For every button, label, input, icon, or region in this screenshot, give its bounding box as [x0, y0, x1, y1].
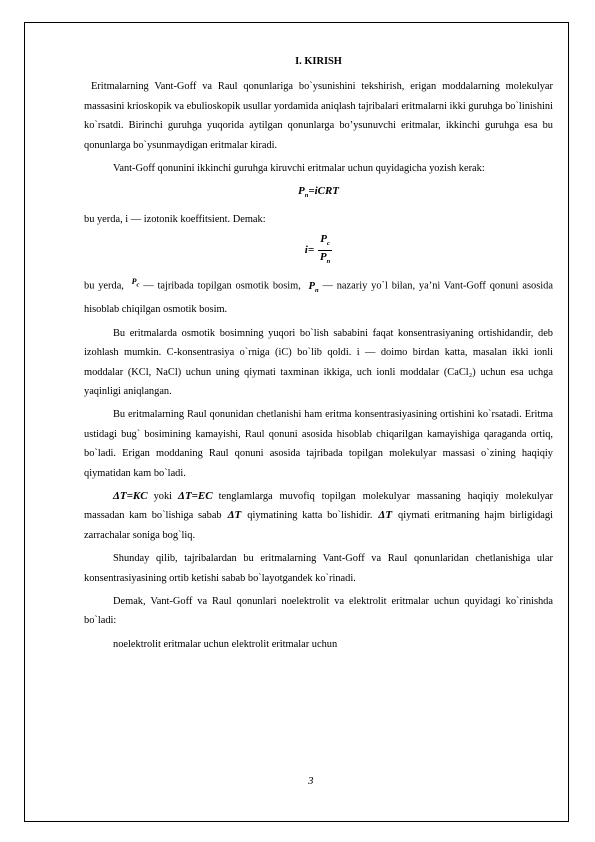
paragraph-3: bu yerda, i — izotonik koeffitsient. Demak: [84, 213, 266, 225]
formula-dt-ec: ΔT=EC [178, 490, 213, 503]
paragraph-4: bu yerda, $^{P_c}$ — tajribada topilgan osmotik bosim, $P_n$ — nazariy yo`l bilan, ya’ni Vant-Goff qonuni asosida hisoblab chiqilgan osmotik bosim. [84, 277, 553, 316]
paragraph-8: Shunday qilib, tajribalardan bu eritmalarning Vant-Goff va Raul qonunlaridan chetlanishiga ular konsentrasiyasining ortib ketishi sabab bo`layotgandek ko`rinadi. [84, 553, 553, 584]
paragraph-10: noelektrolit eritmalar uchun elektrolit eritmalar uchun [113, 638, 338, 650]
document-body [84, 52, 553, 654]
formula-lhs: P [297, 185, 305, 198]
formula-dt: ΔT [227, 509, 242, 522]
section-heading: I. KIRISH [295, 56, 342, 67]
fraction-denominator: $P_n$ [319, 251, 331, 266]
formula-dt-kc: ΔT=KC [113, 490, 148, 503]
formula-isotonic [84, 233, 553, 268]
formula-i-lhs: i= [304, 244, 315, 257]
paragraph-9: Demak, Vant-Goff va Raul qonunlari noelektrolit va elektrolit eritmalar uchun quyidagi ko`rinishda bo`ladi: [84, 596, 553, 627]
paragraph-5: Bu eritmalarda osmotik bosimning yuqori bo`lish sababini faqat konsentrasiyaning ortishidandir, deb izohlash mumkin. C-konsentrasiya o`rniga (iC) bo`lib qoldi. i — doimo birdan katta, masalan ikki ionli moddalar (KCl, NaCl) uchun uning qiymati taxminan ikkiga, uch ionli moddalar (CaCl₂) uchun esa uchga yaqinligi aniqlangan. [84, 327, 553, 398]
symbol-pc: Pc [131, 277, 140, 289]
formula-rhs: =iCRT [308, 185, 340, 198]
paragraph-1: Eritmalarning Vant-Goff va Raul qonunlariga bo`ysunishini tekshirish, erigan moddalarning molekulyar massasini krioskopik va ebulioskopik usullar yordamida aniqlash tajribalari eritmalarni ikki guruhga bo`linishini ko`rsatdi. Birinchi guruhga yuqorida aytilgan qonunlarga bo’ysunuvchi eritmalar, ikkinchi guruhga esa bu qonunlarga bo`ysunmaydigan eritmalar kiradi. [84, 81, 553, 151]
paragraph-6: Bu eritmalarning Raul qonunidan chetlanishi ham eritma konsentrasiyasining ortishini ko`rsatadi. Eritma ustidagi bug` bosimining kamayishi, Raul qonuni asosida hisoblab chiqarilgan kamayishiga qaraganda ortiq, bo`ladi. Erigan moddaning Raul qonuni asosida tajribada topilgan molekulyar massasi o`zining haqiqiy qiymatidan kam bo`ladi. [84, 409, 553, 479]
formula-dt-2: ΔT [378, 509, 393, 522]
paragraph-7: ΔT=KC yoki ΔT=EC tenglamlarga muvofiq topilgan molekulyar massaning haqiqiy molekulyar massadan kam bo`lishiga sabab ΔT qiymatining katta bo`lishidir. ΔT qiymati eritmaning hajm birligidagi zarrachalar soniga bog`liq. [84, 490, 553, 541]
fraction-numerator: $P_c$ [318, 233, 332, 251]
symbol-pn: $P_n$ [308, 280, 319, 294]
fraction [318, 233, 332, 268]
page-number: 3 [308, 775, 314, 787]
formula-vant-goff [84, 182, 553, 205]
paragraph-2: Vant-Goff qonunini ikkinchi guruhga kiruvchi eritmalar uchun quyidagicha yozish kerak: [113, 163, 485, 175]
formula-lhs-sub: n [304, 192, 309, 200]
